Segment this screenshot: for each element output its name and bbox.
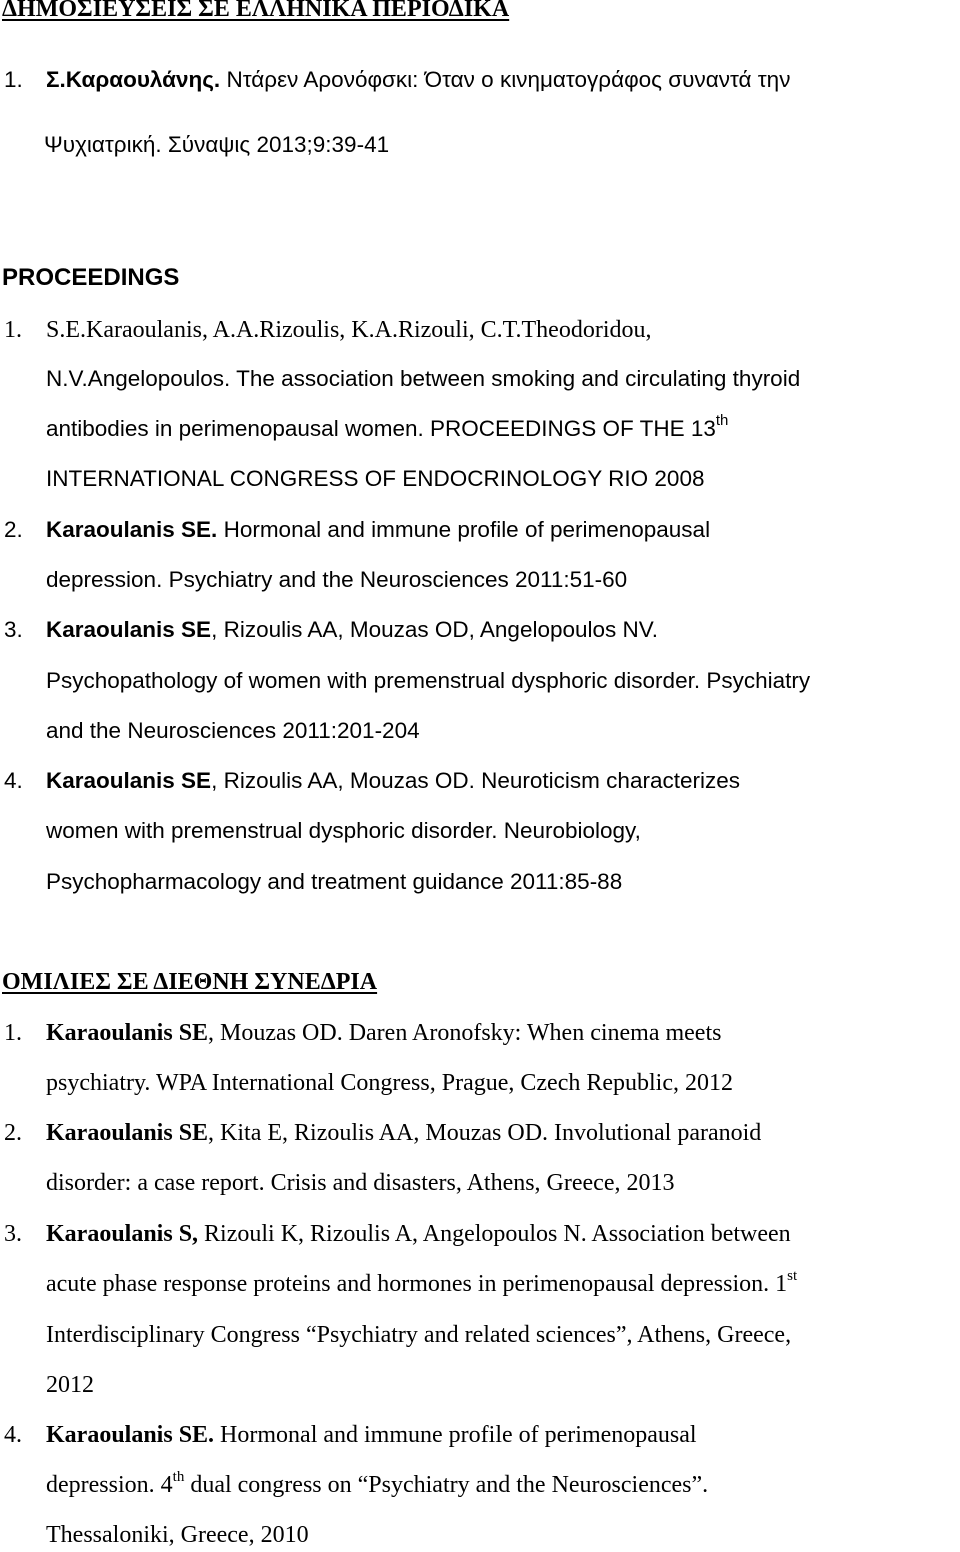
author-name: Karaoulanis SE xyxy=(46,768,212,793)
talk-3-line-1 xyxy=(4,1219,954,1249)
greek-pub-1-line-1 xyxy=(4,65,954,95)
proceeding-2-line-1 xyxy=(4,515,954,545)
author-name: Karaoulanis S, xyxy=(46,1221,199,1247)
list-number: 1. xyxy=(4,67,23,92)
talk-3-line-4: 2012 xyxy=(46,1372,94,1398)
section-heading-proceedings: PROCEEDINGS xyxy=(2,264,180,291)
superscript: th xyxy=(172,1469,185,1485)
proceeding-3-line-1 xyxy=(4,615,954,645)
citation-text: acute phase response proteins and hormones in perimenopausal depression. 1 xyxy=(46,1271,788,1297)
list-number: 1. xyxy=(4,317,22,343)
proceeding-1-line-3 xyxy=(46,414,954,444)
talk-3-line-3: Interdisciplinary Congress “Psychiatry and related sciences”, Athens, Greece, xyxy=(46,1322,792,1348)
talk-1-line-2: psychiatry. WPA International Congress, Prague, Czech Republic, 2012 xyxy=(46,1070,733,1096)
citation-text: dual congress on “Psychiatry and the Neurosciences”. xyxy=(184,1472,709,1498)
author-name: Karaoulanis SE. xyxy=(46,1422,215,1448)
section-heading-greek-publications: ΔΗΜΟΣΙΕΥΣΕΙΣ ΣΕ ΕΛΛΗΝΙΚΑ ΠΕΡΙΟΔΙΚΑ xyxy=(2,0,510,22)
talk-1-line-1 xyxy=(4,1018,954,1048)
proceeding-1-line-1 xyxy=(4,315,954,345)
citation-text: , Rizoulis AA, Mouzas OD, Angelopoulos NV. xyxy=(211,617,658,642)
list-number: 4. xyxy=(4,768,23,793)
list-number: 3. xyxy=(4,1221,22,1247)
author-name: Σ.Καραουλάνης. xyxy=(46,67,221,92)
proceeding-1-line-2: N.V.Angelopoulos. The association between smoking and circulating thyroid xyxy=(46,366,801,391)
list-number: 2. xyxy=(4,1120,22,1146)
author-name: Karaoulanis SE xyxy=(46,617,212,642)
talk-4-line-1 xyxy=(4,1420,954,1450)
list-number: 4. xyxy=(4,1422,22,1448)
talk-2-line-1 xyxy=(4,1118,954,1148)
proceeding-4-line-1 xyxy=(4,766,954,796)
greek-pub-1-line-2: Ψυχιατρική. Σύναψις 2013;9:39-41 xyxy=(44,132,390,157)
citation-text: antibodies in perimenopausal women. PROCEEDINGS OF THE 13 xyxy=(46,416,716,441)
superscript: st xyxy=(787,1268,798,1284)
citation-text: Hormonal and immune profile of perimenopausal xyxy=(214,1422,697,1448)
proceeding-2-line-2: depression. Psychiatry and the Neurosciences 2011:51-60 xyxy=(46,567,628,592)
proceeding-1-line-4: INTERNATIONAL CONGRESS OF ENDOCRINOLOGY RIO 2008 xyxy=(46,466,705,491)
list-number: 3. xyxy=(4,617,23,642)
citation-text: Rizouli K, Rizoulis A, Angelopoulos N. Association between xyxy=(198,1221,791,1247)
citation-text: Ντάρεν Αρονόφσκι: Όταν ο κινηματογράφος συναντά την xyxy=(220,67,791,92)
list-number: 2. xyxy=(4,517,23,542)
superscript: th xyxy=(715,412,729,429)
talk-4-line-3: Thessaloniki, Greece, 2010 xyxy=(46,1522,309,1548)
list-number: 1. xyxy=(4,1020,22,1046)
proceeding-3-line-3: and the Neurosciences 2011:201-204 xyxy=(46,718,420,743)
author-name: Karaoulanis SE xyxy=(46,1120,209,1146)
talk-2-line-2: disorder: a case report. Crisis and disasters, Athens, Greece, 2013 xyxy=(46,1170,675,1196)
talk-4-line-2 xyxy=(46,1470,954,1500)
talk-3-line-2 xyxy=(46,1269,954,1299)
section-heading-international-talks: ΟΜΙΛΙΕΣ ΣΕ ΔΙΕΘΝΗ ΣΥΝΕΔΡΙΑ xyxy=(2,969,378,995)
citation-text: Hormonal and immune profile of perimenopausal xyxy=(217,517,711,542)
proceeding-4-line-3: Psychopharmacology and treatment guidance 2011:85-88 xyxy=(46,869,623,894)
citation-text: , Kita E, Rizoulis AA, Mouzas OD. Involutional paranoid xyxy=(208,1120,762,1146)
proceeding-4-line-2: women with premenstrual dysphoric disorder. Neurobiology, xyxy=(46,818,641,843)
citation-text: S.E.Karaoulanis, A.A.Rizoulis, K.A.Rizouli, C.T.Theodoridou, xyxy=(46,317,652,343)
citation-text: , Rizoulis AA, Mouzas OD. Neuroticism characterizes xyxy=(211,768,740,793)
author-name: Karaoulanis SE xyxy=(46,1020,209,1046)
citation-text: depression. 4 xyxy=(46,1472,173,1498)
citation-text: , Mouzas OD. Daren Aronofsky: When cinema meets xyxy=(208,1020,722,1046)
proceeding-3-line-2: Psychopathology of women with premenstrual dysphoric disorder. Psychiatry xyxy=(46,668,811,693)
author-name: Karaoulanis SE. xyxy=(46,517,218,542)
